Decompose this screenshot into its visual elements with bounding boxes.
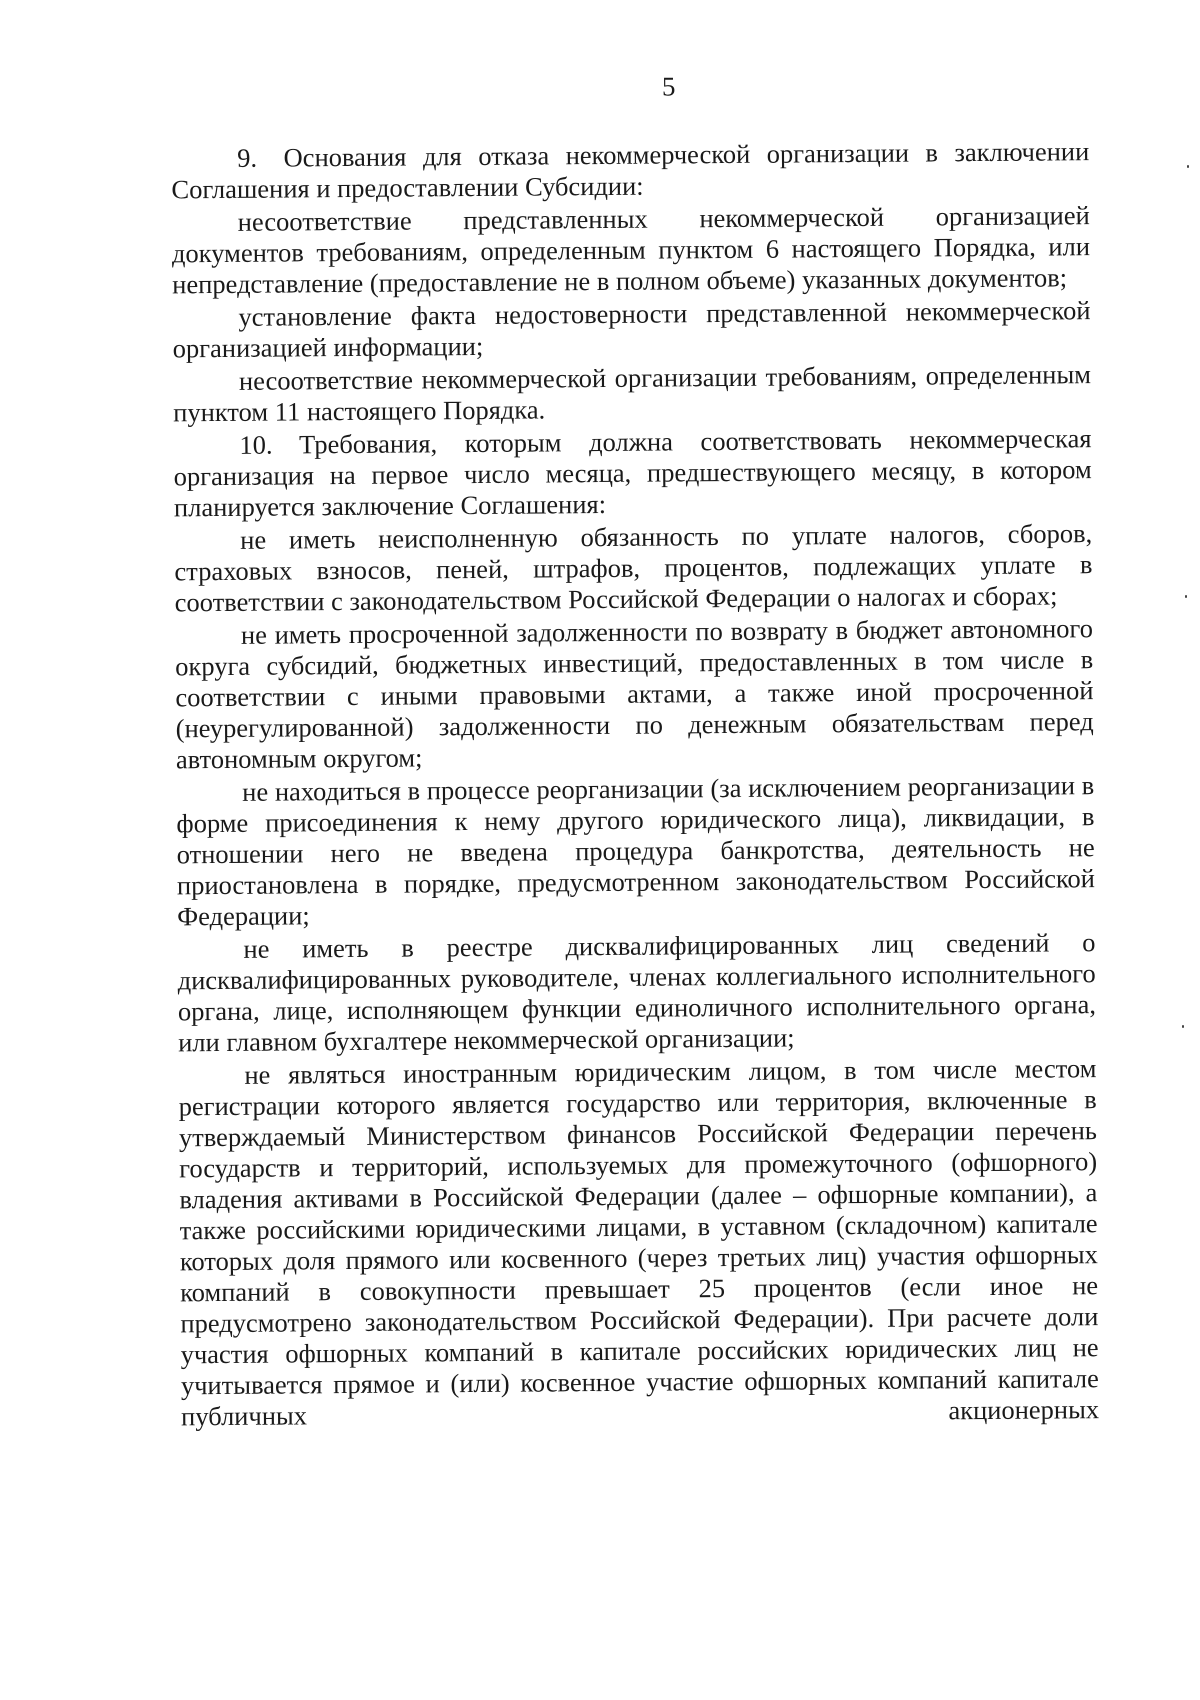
paragraph-9-reason-2: установление факта недостоверности представленной некоммерческой организацией информации; (172, 295, 1091, 364)
scan-speck (1182, 1025, 1184, 1028)
paragraph-10-requirement-5: не являться иностранным юридическим лицом, в том числе местом регистрации которого является государство или территория, включенные в утверждаемый Министерством финансов Российской Федерации перечень государств и территорий, используемых для промежуточного (офшорного) владения активами в Российской Федерации (далее – офшорные компании), а также российскими юридическими лицами, в уставном (складочном) капитале которых доля прямого или косвенного (через третьих лиц) участия офшорных компаний в совокупности превышает 25 процентов (если иное не предусмотрено законодательством Российской Федерации). При расчете доли участия офшорных компаний в капитале российских юридических лиц не учитывается прямое и (или) косвенное участие офшорных компаний капитале публичных акционерных (178, 1053, 1100, 1432)
paragraph-9-heading: 9. Основания для отказа некоммерческой организации в заключении Соглашения и предоставлении Субсидии: (171, 136, 1090, 205)
paragraph-10-requirement-3: не находиться в процессе реорганизации (за исключением реорганизации в форме присоединения к нему другого юридического лица), ликвидации, в отношении него не введена процедура банкротства, деятельность не приостановлена в порядке, предусмотренном законодательством Российской Федерации; (176, 770, 1096, 932)
paragraph-10-requirement-2: не иметь просроченной задолженности по возврату в бюджет автономного округа субсидий, бюджетных инвестиций, предоставленных в том числе в соответствии с иными правовыми актами, а также иной просроченной (неурегулированной) задолженности по денежным обязательствам перед автономным округом; (175, 613, 1094, 775)
paragraph-9-reason-1: несоответствие представленных некоммерческой организацией документов требованиям, определенным пунктом 6 настоящего Порядка, или непредставление (предоставление не в полном объеме) указанных документов; (171, 200, 1091, 300)
page-number: 5 (661, 71, 676, 102)
paragraph-10-requirement-1: не иметь неисполненную обязанность по уплате налогов, сборов, страховых взносов, пеней, штрафов, процентов, подлежащих уплате в соответствии с законодательством Российской Федерации о налогах и сборах; (174, 518, 1093, 618)
scan-speck (1187, 165, 1189, 168)
paragraph-10-requirement-4: не иметь в реестре дисквалифицированных лиц сведений о дисквалифицированных руководителе, членах коллегиального исполнительного органа, лице, исполняющем функции единоличного исполнительного органа, или главном бухгалтере некоммерческой организации; (177, 927, 1097, 1058)
paragraph-9-reason-3: несоответствие некоммерческой организации требованиям, определенным пунктом 11 настоящего Порядка. (173, 359, 1092, 428)
scan-speck (1185, 595, 1187, 598)
paragraph-10-heading: 10. Требования, которым должна соответствовать некоммерческая организация на первое число месяца, предшествующего месяцу, в котором планируется заключение Соглашения: (173, 423, 1092, 523)
document-body (171, 136, 1099, 1434)
